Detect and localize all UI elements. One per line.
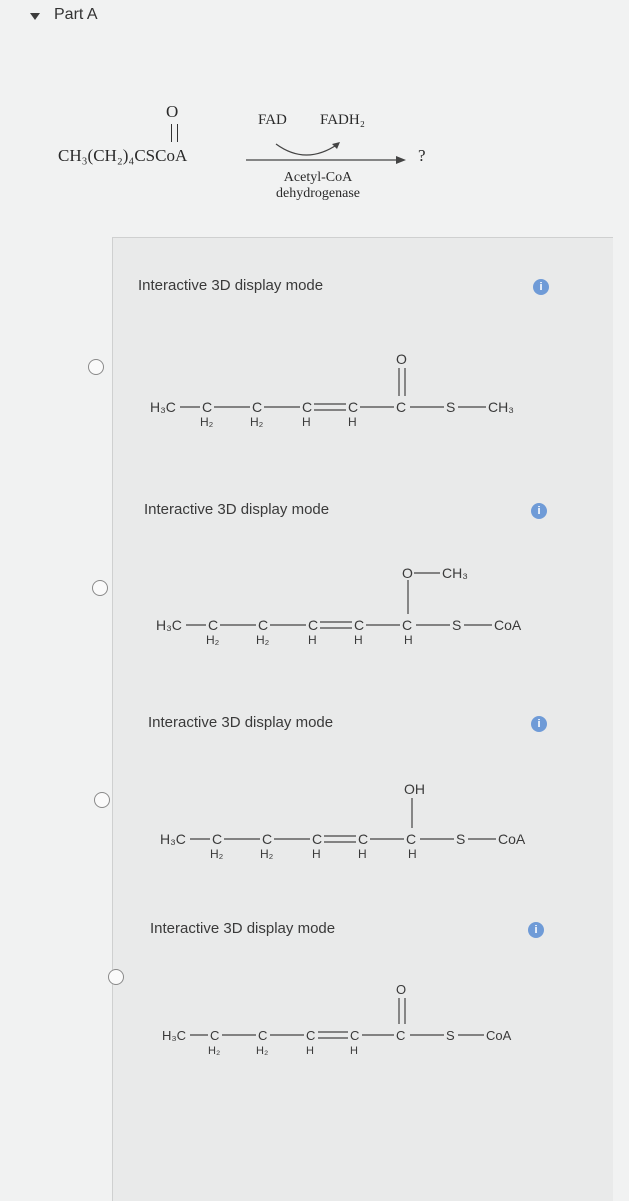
atom-label: H₃C [156,617,182,633]
atom-label: C [348,399,359,415]
atom-label: OH [404,781,425,797]
option-3-radio[interactable] [94,792,110,808]
atom-label: C [312,831,323,847]
atom-label: S [446,399,456,415]
atom-label: CoA [494,617,522,633]
atom-label: C [258,1028,268,1043]
reaction-scheme [58,100,478,220]
reaction-arrow-icon [246,140,406,170]
atom-label: S [452,617,462,633]
atom-label: C [406,831,417,847]
option-1-mode-label[interactable]: Interactive 3D display mode [138,277,324,294]
atom-label: C [302,399,313,415]
atom-label: H [358,847,367,861]
atom-label: CH₃ [488,399,514,415]
atom-label: C [208,617,219,633]
atom-label: C [306,1028,316,1043]
atom-label: H₂ [256,633,270,647]
atom-label: C [354,617,365,633]
option-2-radio[interactable] [92,580,108,596]
reactant-carbonyl-oxygen: O [166,102,179,121]
collapse-caret-icon[interactable] [30,13,40,20]
atom-label: H [306,1045,314,1057]
atom-label: O [396,351,407,367]
atom-label: H₂ [256,1045,269,1057]
option-2-info-icon[interactable]: i [531,503,547,519]
atom-label: H [302,415,311,429]
atom-label: H [308,633,317,647]
atom-label: CoA [486,1028,512,1043]
atom-label: C [402,617,413,633]
atom-label: H₂ [206,633,220,647]
option-3-mode-label[interactable]: Interactive 3D display mode [148,714,334,731]
option-2-structure[interactable] [156,558,576,658]
option-2-mode-label[interactable]: Interactive 3D display mode [144,501,330,518]
part-a-header[interactable] [30,6,98,24]
carbonyl-double-bond [171,124,178,142]
atom-label: H₂ [260,847,274,861]
atom-label: C [210,1028,220,1043]
option-4-structure[interactable] [162,978,582,1078]
enzyme-line-2: dehydrogenase [276,186,360,201]
atom-label: C [358,831,369,847]
option-3-structure[interactable] [160,772,580,872]
atom-label: H [350,1045,358,1057]
atom-label: H₂ [200,415,214,429]
atom-label: C [252,399,263,415]
atom-label: H₃C [160,831,186,847]
atom-label: C [396,399,407,415]
atom-label: H₂ [250,415,264,429]
option-1-info-icon[interactable]: i [533,279,549,295]
cofactor-fad: FAD [258,112,287,128]
atom-label: C [396,1028,406,1043]
atom-label: H [404,633,413,647]
cofactor-fadh2: FADH₂ [320,112,365,128]
atom-label: O [396,982,407,997]
atom-label: CoA [498,831,526,847]
atom-label: C [258,617,269,633]
atom-label: C [350,1028,360,1043]
atom-label: C [202,399,213,415]
atom-label: H₂ [208,1045,221,1057]
methyl-group-label: H₃C [150,399,176,415]
atom-label: H [408,847,417,861]
option-1-structure[interactable] [150,340,570,440]
option-3-info-icon[interactable]: i [531,716,547,732]
enzyme-line-1: Acetyl-CoA [283,170,353,185]
option-4-info-icon[interactable]: i [528,922,544,938]
atom-label: O [402,565,413,581]
part-title: Part A [54,6,98,23]
atom-label: S [446,1028,455,1043]
atom-label: S [456,831,466,847]
atom-label: H [312,847,321,861]
reactant-formula: CH₃(CH₂)₄CSCoA [58,146,188,165]
atom-label: H₂ [210,847,224,861]
atom-label: H [348,415,357,429]
atom-label: H₃C [162,1028,187,1043]
option-4-radio[interactable] [108,969,124,985]
atom-label: H [354,633,363,647]
enzyme-name [248,170,388,202]
option-1-radio[interactable] [88,359,104,375]
atom-label: CH₃ [442,565,468,581]
unknown-product: ? [418,146,426,165]
option-4-mode-label[interactable]: Interactive 3D display mode [150,920,336,937]
atom-label: C [262,831,273,847]
atom-label: C [212,831,223,847]
atom-label: C [308,617,319,633]
